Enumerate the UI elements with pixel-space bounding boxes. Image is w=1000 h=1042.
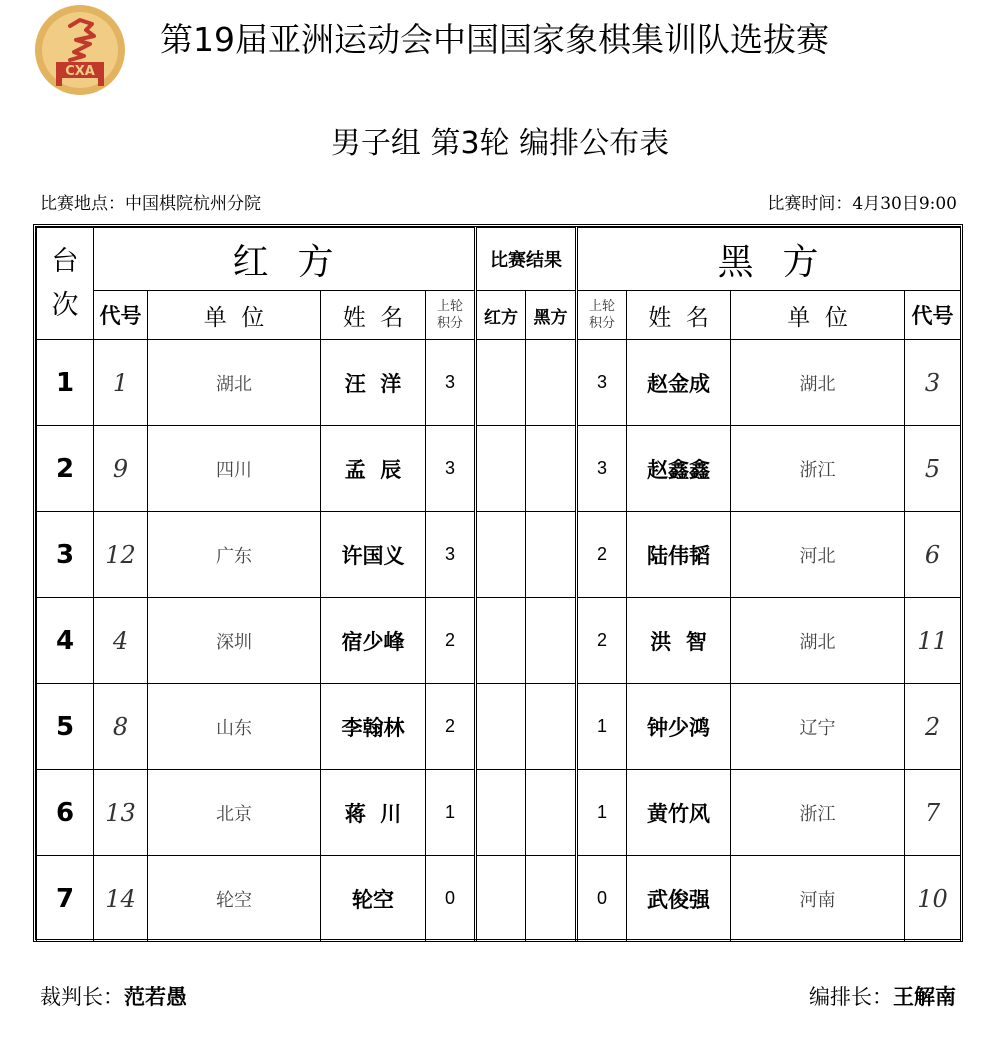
black-code-cell (905, 512, 961, 598)
red-result-cell (476, 426, 526, 512)
red-points-cell (426, 598, 476, 684)
red-unit-cell (148, 770, 321, 856)
logo-text: CXA (65, 64, 95, 79)
black-code-cell (905, 856, 961, 942)
black-result-cell (526, 856, 577, 942)
red-code: 8 (112, 712, 129, 741)
red-name: 孟 辰 (344, 456, 402, 482)
red-unit: 深圳 (216, 631, 252, 653)
red-code-cell (94, 684, 148, 770)
board-header-label: 台次 (51, 245, 79, 321)
black-points-header: 上轮积分 (577, 291, 627, 340)
black-code: 11 (917, 626, 948, 655)
red-name: 李翰林 (341, 714, 405, 740)
board-number-cell (37, 598, 94, 684)
red-unit-header: 单 位 (148, 291, 321, 340)
red-unit-cell (148, 426, 321, 512)
red-code: 14 (105, 884, 136, 913)
board-number: 6 (55, 797, 75, 828)
black-unit-cell (731, 856, 905, 942)
black-points: 3 (597, 372, 608, 392)
red-unit: 北京 (216, 803, 252, 825)
black-code-header: 代号 (905, 291, 961, 340)
black-result-cell (526, 340, 577, 426)
chief-referee-label: 裁判长： (40, 985, 124, 1009)
red-result-cell (476, 340, 526, 426)
black-points: 2 (597, 630, 608, 650)
venue-info: 比赛地点：中国棋院杭州分院 (40, 194, 261, 214)
black-points-cell (577, 426, 627, 512)
red-points: 1 (445, 802, 456, 822)
black-name-cell (627, 770, 731, 856)
board-number-cell (37, 770, 94, 856)
page-subtitle: 男子组 第3轮 编排公布表 (330, 126, 670, 161)
black-unit: 辽宁 (799, 717, 836, 739)
red-unit: 四川 (216, 459, 252, 481)
table-row (37, 770, 961, 856)
red-name-cell (321, 856, 426, 942)
red-points: 2 (445, 630, 456, 650)
black-points: 0 (597, 888, 608, 908)
red-name: 许国义 (341, 542, 405, 568)
pairing-table (33, 224, 963, 942)
black-name: 武俊强 (647, 886, 711, 912)
black-result-header: 黑方 (526, 291, 577, 340)
red-name-cell (321, 684, 426, 770)
black-points: 1 (597, 716, 608, 736)
red-unit-cell (148, 340, 321, 426)
red-result-header: 红方 (476, 291, 526, 340)
red-name-cell (321, 598, 426, 684)
red-code-cell (94, 426, 148, 512)
black-name: 陆伟韬 (647, 542, 711, 568)
red-code: 12 (105, 540, 136, 569)
red-unit: 广东 (216, 545, 252, 567)
black-name-cell (627, 426, 731, 512)
board-header (37, 228, 94, 340)
black-code: 10 (917, 884, 948, 913)
red-result-cell (476, 770, 526, 856)
red-result-cell (476, 598, 526, 684)
black-name: 洪 智 (650, 628, 707, 654)
black-code: 2 (924, 712, 941, 741)
red-unit-cell (148, 598, 321, 684)
table-row (37, 512, 961, 598)
chief-referee-name: 范若愚 (124, 984, 187, 1009)
red-side-header: 红 方 (94, 228, 476, 291)
black-code-cell (905, 770, 961, 856)
red-code-cell (94, 340, 148, 426)
red-name: 宿少峰 (341, 628, 405, 654)
red-name: 汪 洋 (344, 370, 402, 396)
table-row (37, 856, 961, 942)
black-name: 赵鑫鑫 (647, 456, 711, 482)
black-unit: 湖北 (799, 373, 836, 395)
red-points: 3 (445, 372, 456, 392)
red-points: 3 (445, 458, 456, 478)
red-code: 1 (112, 368, 129, 397)
black-name: 钟少鸿 (647, 714, 711, 740)
black-points-cell (577, 770, 627, 856)
board-number-cell (37, 856, 94, 942)
red-name-cell (321, 512, 426, 598)
black-side-header: 黑 方 (577, 228, 961, 291)
black-points-cell (577, 598, 627, 684)
black-name-cell (627, 684, 731, 770)
table-row (37, 684, 961, 770)
red-code: 4 (112, 626, 129, 655)
black-code-cell (905, 340, 961, 426)
black-code: 6 (924, 540, 941, 569)
chief-referee (40, 981, 187, 1011)
red-points-cell (426, 856, 476, 942)
red-unit-cell (148, 856, 321, 942)
black-name-cell (627, 512, 731, 598)
black-points: 2 (597, 544, 608, 564)
table-row (37, 340, 961, 426)
black-unit-cell (731, 426, 905, 512)
red-name: 蒋 川 (344, 800, 402, 826)
table-row (37, 598, 961, 684)
red-unit-cell (148, 512, 321, 598)
red-points-cell (426, 512, 476, 598)
red-unit-cell (148, 684, 321, 770)
arbiter-label: 编排长： (809, 985, 893, 1009)
red-unit: 轮空 (216, 889, 252, 911)
black-name-header: 姓 名 (627, 291, 731, 340)
black-points: 3 (597, 458, 608, 478)
black-name-cell (627, 856, 731, 942)
board-number-cell (37, 684, 94, 770)
black-unit-cell (731, 512, 905, 598)
arbiter (809, 981, 956, 1011)
board-number: 7 (55, 883, 75, 914)
board-number-cell (37, 340, 94, 426)
red-name-cell (321, 770, 426, 856)
red-name-cell (321, 426, 426, 512)
red-points: 0 (445, 888, 456, 908)
black-unit-cell (731, 684, 905, 770)
black-result-cell (526, 512, 577, 598)
black-unit: 浙江 (799, 803, 836, 825)
red-points: 2 (445, 716, 456, 736)
black-code-cell (905, 598, 961, 684)
black-name: 黄竹风 (647, 800, 711, 826)
red-code-cell (94, 770, 148, 856)
black-name-cell (627, 598, 731, 684)
red-unit: 山东 (216, 717, 252, 739)
black-result-cell (526, 426, 577, 512)
red-points-cell (426, 426, 476, 512)
black-points-cell (577, 512, 627, 598)
black-unit-cell (731, 770, 905, 856)
black-points-cell (577, 340, 627, 426)
red-code-header: 代号 (94, 291, 148, 340)
black-unit: 湖北 (799, 631, 836, 653)
cxa-logo (34, 4, 126, 96)
red-name-cell (321, 340, 426, 426)
red-result-cell (476, 684, 526, 770)
black-unit: 河北 (799, 545, 836, 567)
board-number-cell (37, 512, 94, 598)
black-code-cell (905, 684, 961, 770)
black-name-cell (627, 340, 731, 426)
black-code-cell (905, 426, 961, 512)
red-code-cell (94, 598, 148, 684)
board-number: 2 (55, 453, 75, 484)
black-unit: 浙江 (799, 459, 836, 481)
time-info: 比赛时间：4月30日9:00 (767, 194, 957, 214)
red-name-header: 姓 名 (321, 291, 426, 340)
black-result-cell (526, 770, 577, 856)
black-result-cell (526, 598, 577, 684)
black-result-cell (526, 684, 577, 770)
black-code: 3 (924, 368, 941, 397)
board-number: 3 (55, 539, 75, 570)
red-points-cell (426, 684, 476, 770)
red-code-cell (94, 512, 148, 598)
red-code-cell (94, 856, 148, 942)
red-points: 3 (445, 544, 456, 564)
black-points: 1 (597, 802, 608, 822)
red-unit: 湖北 (216, 373, 252, 395)
black-points-cell (577, 684, 627, 770)
board-number: 5 (55, 711, 75, 742)
red-code: 13 (105, 798, 136, 827)
table-row (37, 426, 961, 512)
red-points-cell (426, 340, 476, 426)
board-number: 4 (55, 625, 75, 656)
black-points-cell (577, 856, 627, 942)
red-points-header: 上轮积分 (426, 291, 476, 340)
red-points-cell (426, 770, 476, 856)
board-number-cell (37, 426, 94, 512)
red-code: 9 (112, 454, 129, 483)
black-unit-cell (731, 598, 905, 684)
arbiter-name: 王解南 (893, 984, 956, 1009)
red-name: 轮空 (352, 886, 394, 912)
black-unit-cell (731, 340, 905, 426)
board-number: 1 (55, 367, 75, 398)
black-unit-header: 单 位 (731, 291, 905, 340)
black-name: 赵金成 (647, 370, 711, 396)
black-unit: 河南 (799, 889, 836, 911)
result-header: 比赛结果 (476, 228, 577, 291)
red-result-cell (476, 512, 526, 598)
red-result-cell (476, 856, 526, 942)
black-code: 7 (924, 798, 941, 827)
page-title: 第19届亚洲运动会中国国家象棋集训队选拔赛 (160, 20, 829, 59)
black-code: 5 (924, 454, 941, 483)
